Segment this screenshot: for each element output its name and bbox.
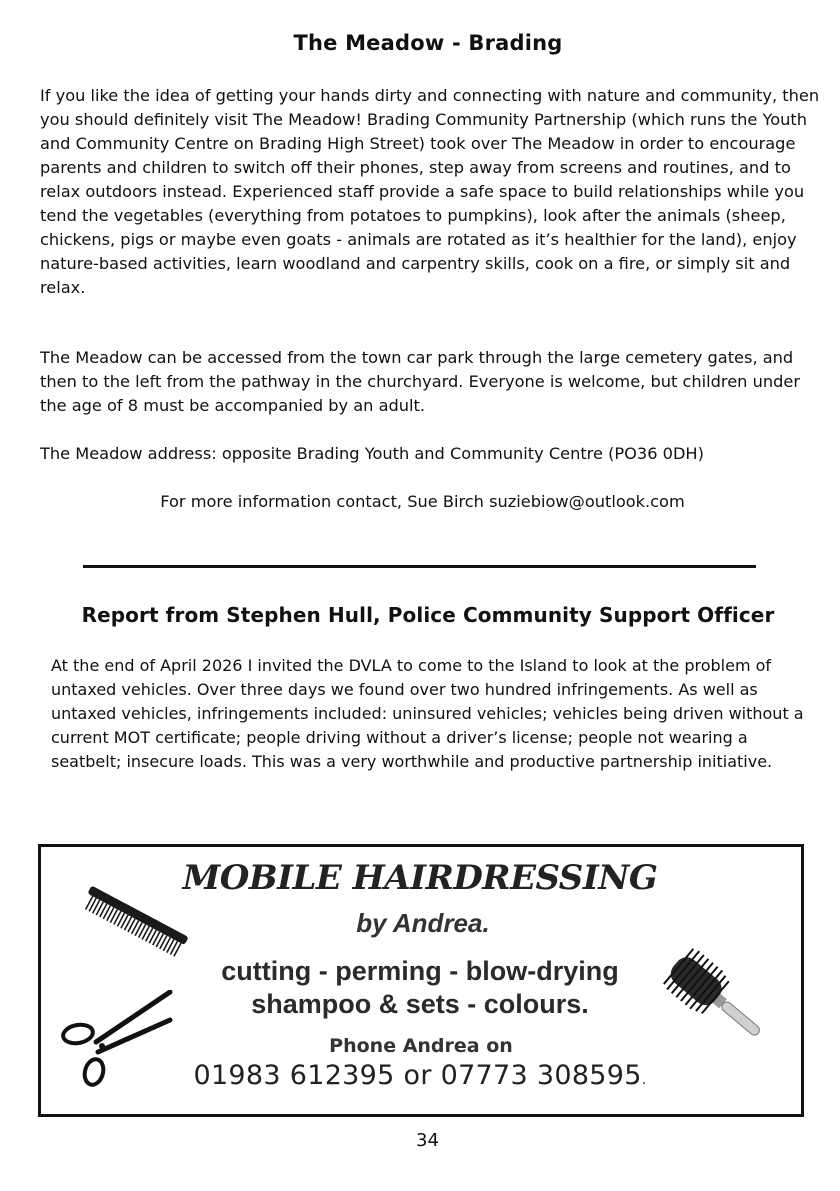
round-brush-icon <box>660 948 775 1053</box>
meadow-intro-paragraph: If you like the idea of getting your hands dirty and connecting with nature and community, then you should definitely visit The Meadow! Brading Community Partnership (which runs the Youth and Community Centre on Brading High Street) took over The Meadow in order to encourage parents and children to switch off their phones, step away from screens and routines, and to relax outdoors instead. Experienced staff provide a safe space to build relationships while you tend the vegetables (everything from potatoes to pumpkins), look after the animals (sheep, chickens, pigs or maybe even goats - animals are rotated as it’s healthier for the land), enjoy nature-based activities, learn woodland and carpentry skills, cook on a fire, or simply sit and relax. <box>40 86 820 297</box>
advert-byline: by Andrea. <box>356 908 490 938</box>
advert-phone-label: Phone Andrea on <box>329 1035 513 1057</box>
meadow-contact: For more information contact, Sue Birch suziebiow@outlook.com <box>160 492 685 511</box>
comb-icon <box>78 880 193 962</box>
meadow-access-paragraph: The Meadow can be accessed from the town car park through the large cemetery gates, and then to the left from the pathway in the churchyard. Everyone is welcome, but children under the age of 8 must be accompanied by an adult. <box>40 348 800 415</box>
advert-phone-digits: 01983 612395 or 07773 308595 <box>193 1060 642 1091</box>
advert-title: MOBILE HAIRDRESSING <box>182 858 658 898</box>
scissors-icon <box>58 990 178 1090</box>
page-number: 34 <box>416 1130 439 1151</box>
report-body: At the end of April 2026 I invited the DVLA to come to the Island to look at the problem of untaxed vehicles. Over three days we found over two hundred infringements. As well as untaxed vehicles, infringements included: uninsured vehicles; vehicles being driven without a current MOT certificate; people driving without a driver’s license; people not wearing a seatbelt; insecure loads. This was a very worthwhile and productive partnership initiative. <box>51 656 804 771</box>
advert-phone-period: . <box>641 1072 647 1088</box>
meadow-title: The Meadow - Brading <box>293 31 563 55</box>
advert-services-line-1: cutting - perming - blow-drying <box>221 956 619 986</box>
section-divider <box>83 565 756 568</box>
advert-services-line-2: shampoo & sets - colours. <box>251 989 589 1019</box>
meadow-address: The Meadow address: opposite Brading Youth and Community Centre (PO36 0DH) <box>40 444 704 463</box>
report-title: Report from Stephen Hull, Police Community Support Officer <box>81 603 775 627</box>
